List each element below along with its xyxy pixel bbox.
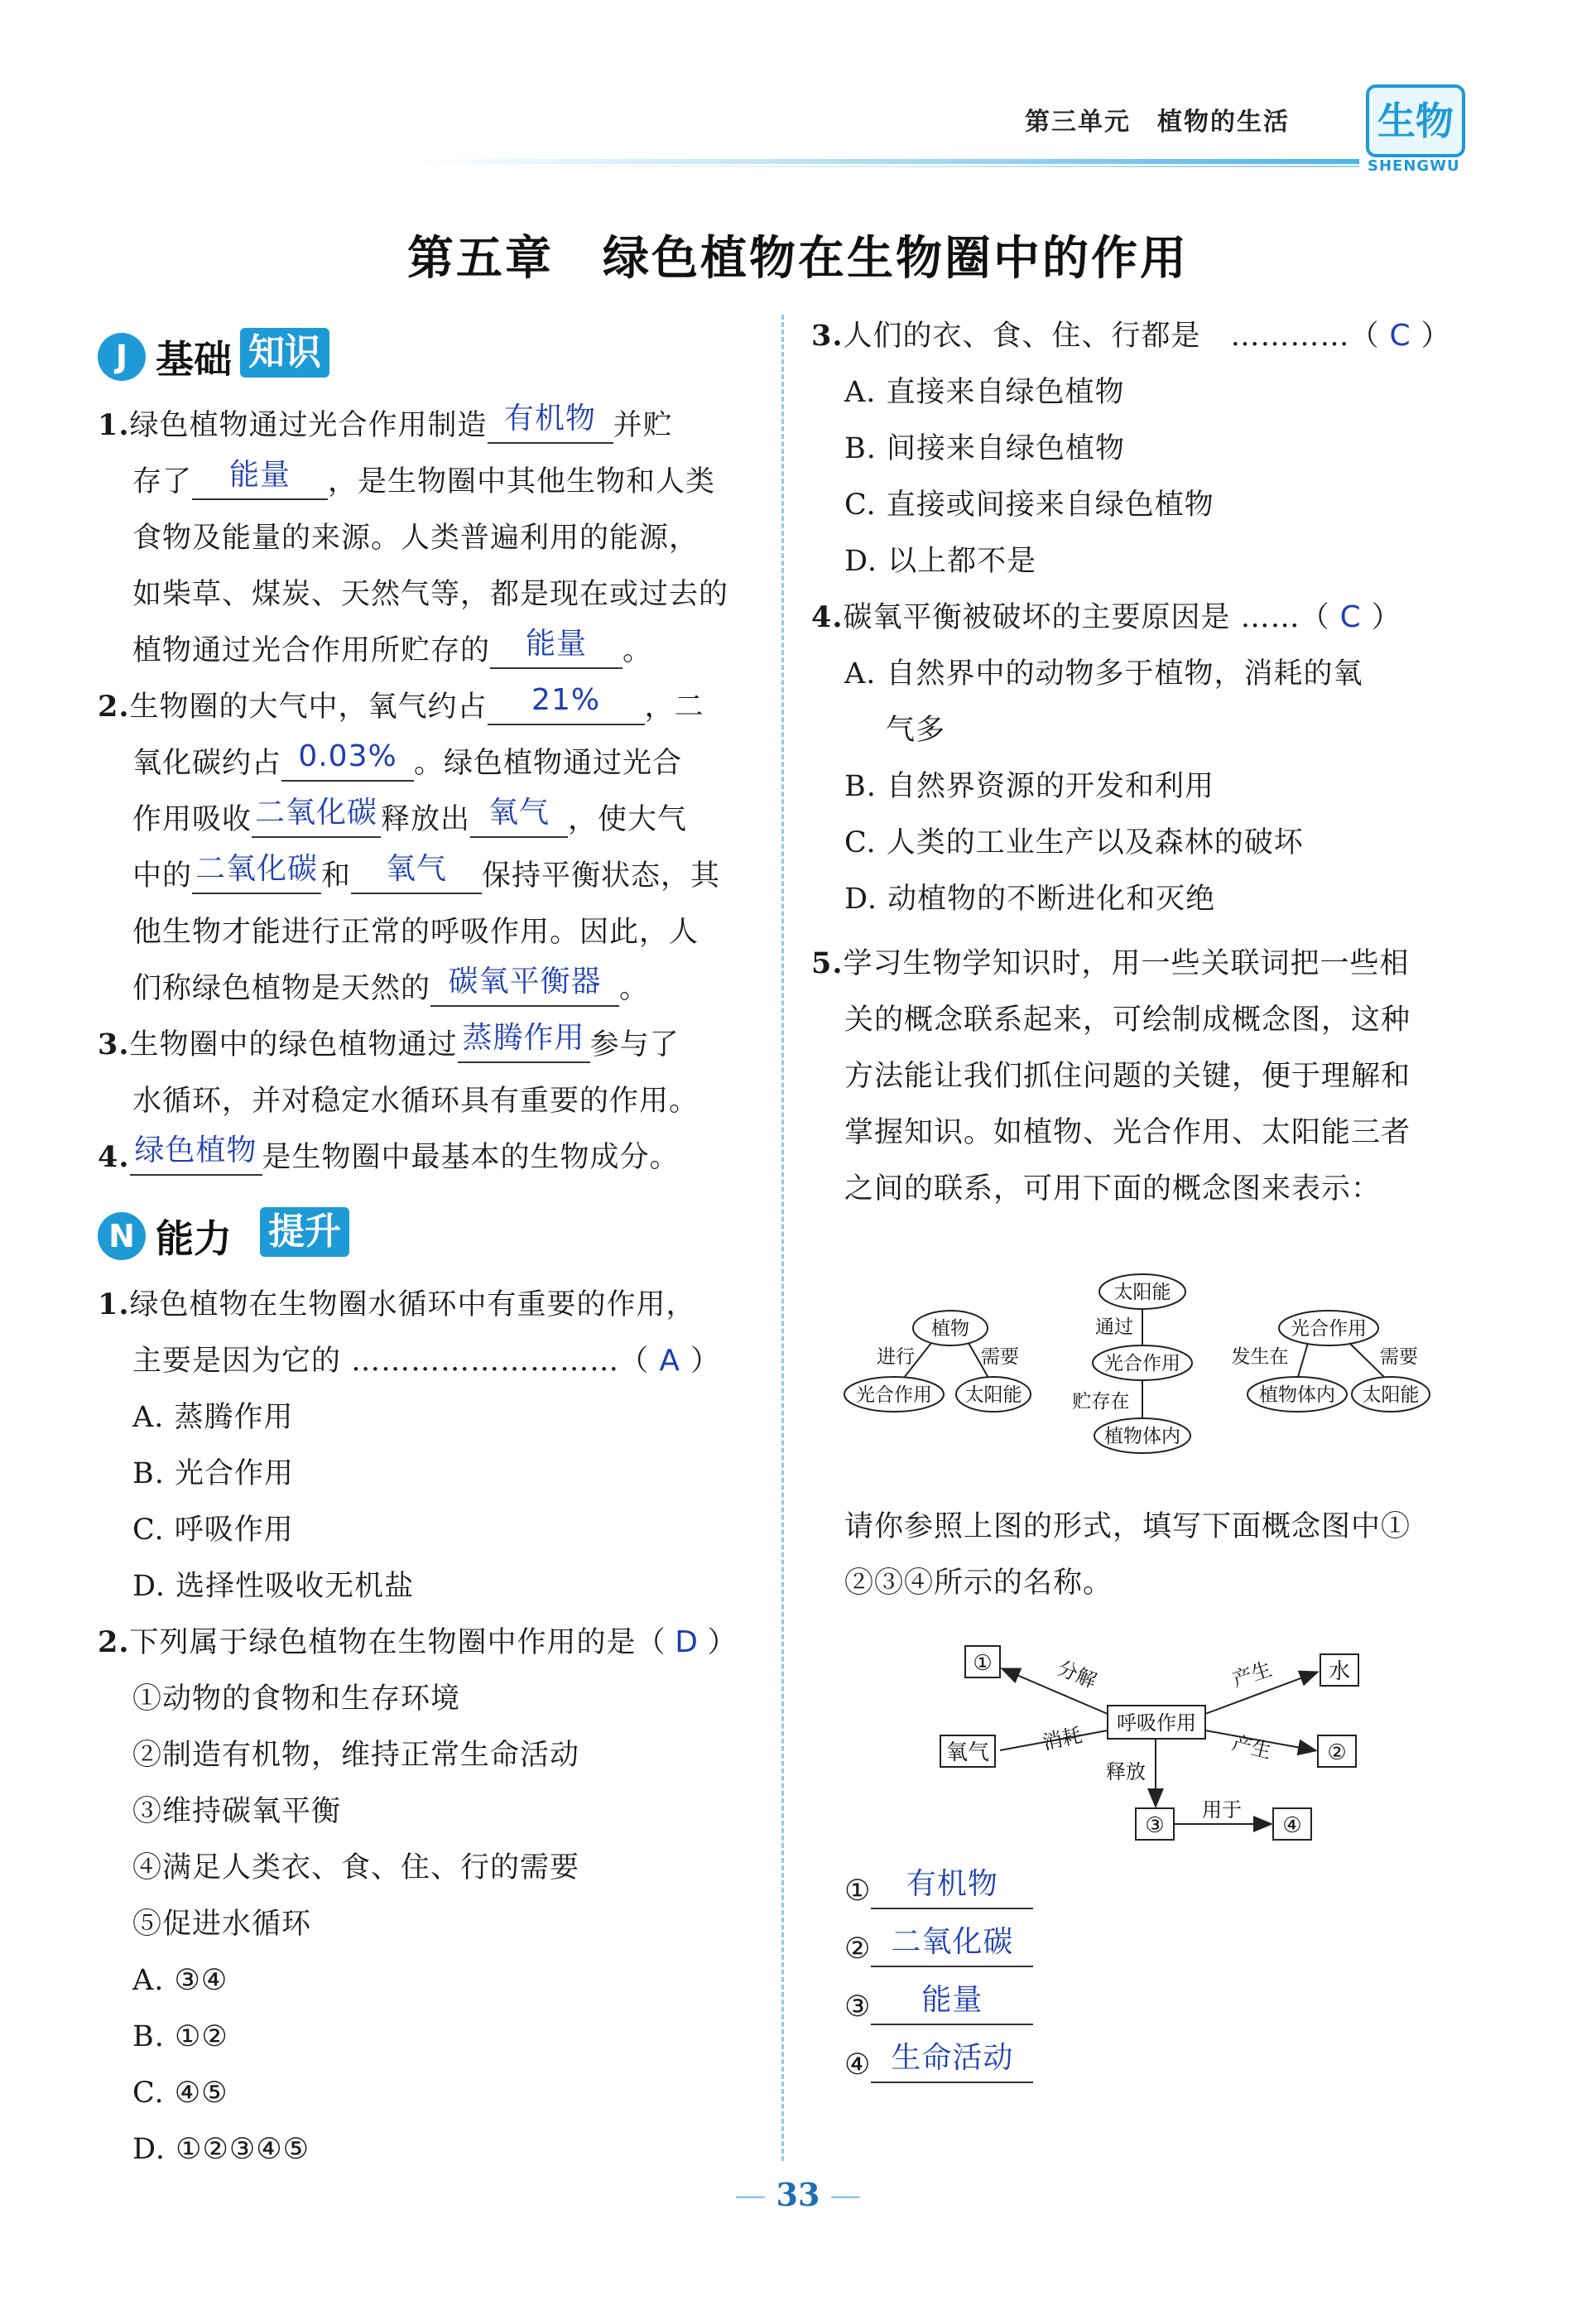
answer-text: 生命活动 [891,2041,1014,2075]
r-q4-option: D. 动植物的不断进化和灭绝 [844,883,1216,916]
s1-q2-line3: 作用吸收 二氧化碳 释放出 氧气 ，使大气 [132,796,688,836]
center-label: 呼吸作用 [1117,1711,1196,1735]
subject-logo-pinyin: SHENGWU [1368,157,1460,175]
diagC-top: 光合作用 [1291,1318,1367,1340]
s1-q1-line3: 食物及能量的来源。人类普遍利用的能源， [132,522,699,555]
s2-q2-option: A. ③④ [132,1964,228,1997]
s2-q1-line1: 1.绿色植物在生物圈水循环中有重要的作用， [98,1287,696,1321]
s1-q1-line2: 存了 能量 ，是生物圈中其他生物和人类 [132,458,716,498]
s2-q2-item: ④满足人类衣、食、住、行的需要 [132,1851,580,1884]
section-badge-label-b: 提升 [260,1207,349,1257]
r-q4-option-cont: 气多 [886,714,946,747]
link-chansheng-1: 产生 [1229,1657,1275,1692]
s1-q4-line1: 4. 绿色植物 是生物圈中最基本的生物成分。 [98,1133,680,1174]
answer-text: 二氧化碳 [891,1925,1014,1959]
r-q4-line1: 4.碳氧平衡被破坏的主要原因是 ……（ C ） [811,600,1401,634]
answer-text: 氧气 [488,796,550,830]
s1-q2-line5: 他生物才能进行正常的呼吸作用。因此，人 [132,916,699,949]
r-q3-option: B. 间接来自绿色植物 [844,432,1125,465]
node-3-label: ③ [1145,1813,1165,1838]
node-2-label: ② [1327,1740,1347,1765]
r-q4-option: C. 人类的工业生产以及森林的破坏 [844,826,1304,859]
answer-text: 0.03% [298,739,397,773]
s2-q2-item: ⑤促进水循环 [132,1908,312,1941]
s1-q2-line2: 氧化碳约占 0.03% 。绿色植物通过光合 [132,739,683,780]
answer-choice: D [675,1625,699,1659]
s2-q1-line2: 主要是因为它的 ………………………（ A ） [132,1344,721,1378]
s2-q2-item: ②制造有机物，维持正常生命活动 [132,1739,580,1772]
respiration-concept-map [927,1638,1391,1853]
s1-q3-line1: 3.生物圈中的绿色植物通过 蒸腾作用 参与了 [98,1021,680,1061]
answer-text: 绿色植物 [134,1133,257,1167]
answer-text: 21% [531,683,601,717]
concept-map-examples [836,1259,1465,1466]
r-q3-line1: 3.人们的衣、食、住、行都是 …………（ C ） [811,319,1451,353]
r-q4-option: B. 自然界资源的开发和利用 [844,770,1214,803]
r-q5-line3: 方法能让我们抓住问题的关键，便于理解和 [844,1060,1411,1093]
answer-text: 蒸腾作用 [462,1021,585,1055]
answer-text: 能量 [921,1983,983,2017]
s2-q1-option: B. 光合作用 [132,1457,294,1490]
s1-q2-line6: 们称绿色植物是天然的 碳氧平衡器 。 [132,965,650,1005]
r-q4-option: A. 自然界中的动物多于植物，消耗的氧 [844,657,1363,691]
s1-q1-line1: 1.绿色植物通过光合作用制造 有机物 并贮 [98,402,673,442]
section-badge-icon: J [98,333,146,381]
r-q5-line5: 之间的联系，可用下面的概念图来表示： [844,1172,1382,1206]
r-q5-line1: 5.学习生物学知识时，用一些关联词把一些相 [811,946,1410,980]
s2-q2-item: ①动物的食物和生存环境 [132,1682,461,1716]
header-rule-thin [407,166,1359,167]
s1-q3-line2: 水循环，并对稳定水循环具有重要的作用。 [132,1085,699,1118]
s1-q1-line4: 如柴草、煤炭、天然气等，都是现在或过去的 [132,578,729,611]
link-shifang: 释放 [1106,1760,1146,1783]
s2-q2-option: B. ①② [132,2020,228,2053]
subject-logo: 生物 [1366,84,1465,157]
s2-q1-option: D. 选择性吸收无机盐 [132,1570,415,1603]
diagB-link2: 贮存在 [1072,1391,1130,1413]
answer-choice: A [659,1344,680,1378]
r-q5-line4: 掌握知识。如植物、光合作用、太阳能三者 [844,1116,1411,1149]
diagA-right-link: 需要 [981,1346,1019,1368]
column-divider [781,315,784,2161]
diagB-mid: 光合作用 [1104,1353,1180,1374]
section-badge-label-b: 知识 [240,328,329,378]
s2-q2-option: D. ①②③④⑤ [132,2133,310,2166]
answer-choice: C [1339,600,1362,634]
diagC-bl: 植物体内 [1259,1384,1335,1406]
section-badge-icon: N [98,1212,146,1260]
q5-answer-1: ① 有机物 [844,1875,1033,1909]
s2-q1-option: C. 呼吸作用 [132,1514,294,1547]
answer-choice: C [1389,319,1411,353]
answer-text: 二氧化碳 [195,852,319,886]
answer-text: 有机物 [906,1867,998,1901]
page-number: — 33 — [734,2176,862,2213]
diagA-left-link: 进行 [877,1346,915,1368]
diagA-bl: 光合作用 [856,1384,932,1406]
chapter-title: 第五章 绿色植物在生物圈中的作用 [407,232,1189,286]
s1-q2-line4: 中的 二氧化碳 和 氧气 保持平衡状态，其 [132,852,721,893]
q5-answer-4: ④ 生命活动 [844,2048,1033,2083]
diagA-top: 植物 [931,1318,969,1340]
answer-text: 能量 [526,627,588,661]
node-1-label: ① [973,1651,993,1676]
diagC-br: 太阳能 [1362,1384,1420,1406]
diagB-bottom: 植物体内 [1104,1426,1180,1447]
header-rule [407,159,1359,164]
link-yongyu: 用于 [1202,1798,1242,1822]
answer-text: 能量 [229,458,291,492]
node-water-label: 水 [1328,1659,1351,1684]
section-badge-label-a: 能力 [156,1216,232,1261]
q5-answer-2: ② 二氧化碳 [844,1932,1033,1967]
r-q3-option: A. 直接来自绿色植物 [844,376,1125,409]
node-oxygen-label: 氧气 [945,1740,990,1765]
s2-q2-item: ③维持碳氧平衡 [132,1795,342,1828]
diagC-right-link: 需要 [1380,1346,1418,1368]
diagC-left-link: 发生在 [1231,1346,1289,1368]
s2-q1-option: A. 蒸腾作用 [132,1401,294,1434]
answer-text: 碳氧平衡器 [448,965,602,999]
r-q3-option: C. 直接或间接来自绿色植物 [844,489,1214,522]
node-4-label: ④ [1282,1813,1302,1838]
s1-q1-line5: 植物通过光合作用所贮存的 能量 。 [132,627,653,667]
r-q5-line2: 关的概念联系起来，可绘制成概念图，这种 [844,1003,1411,1037]
r-q5-line7: ②③④所示的名称。 [844,1567,1113,1600]
link-chansheng-2: 产生 [1229,1730,1274,1764]
diagA-br: 太阳能 [964,1384,1022,1406]
s2-q2-line1: 2.下列属于绿色植物在生物圈中作用的是（ D ） [98,1625,738,1659]
diagB-link1: 通过 [1095,1316,1133,1338]
s2-q2-option: C. ④⑤ [132,2077,228,2110]
link-xiaohao: 消耗 [1040,1723,1084,1754]
s1-q2-line1: 2.生物圈的大气中，氧气约占 21% ，二 [98,683,704,724]
answer-text: 有机物 [504,402,597,436]
q5-answer-3: ③ 能量 [844,1990,1033,2025]
section-badge-label-a: 基础 [156,337,232,382]
answer-text: 氧气 [386,852,448,886]
diagB-top: 太阳能 [1113,1282,1171,1303]
r-q3-option: D. 以上都不是 [844,545,1037,578]
unit-title: 第三单元 植物的生活 [1025,108,1290,137]
r-q5-line6: 请你参照上图的形式，填写下面概念图中① [844,1510,1411,1543]
section-badge-ability [98,1204,396,1262]
link-fenjie: 分解 [1054,1656,1100,1693]
section-badge-basics [98,325,396,383]
answer-text: 二氧化碳 [255,796,378,830]
